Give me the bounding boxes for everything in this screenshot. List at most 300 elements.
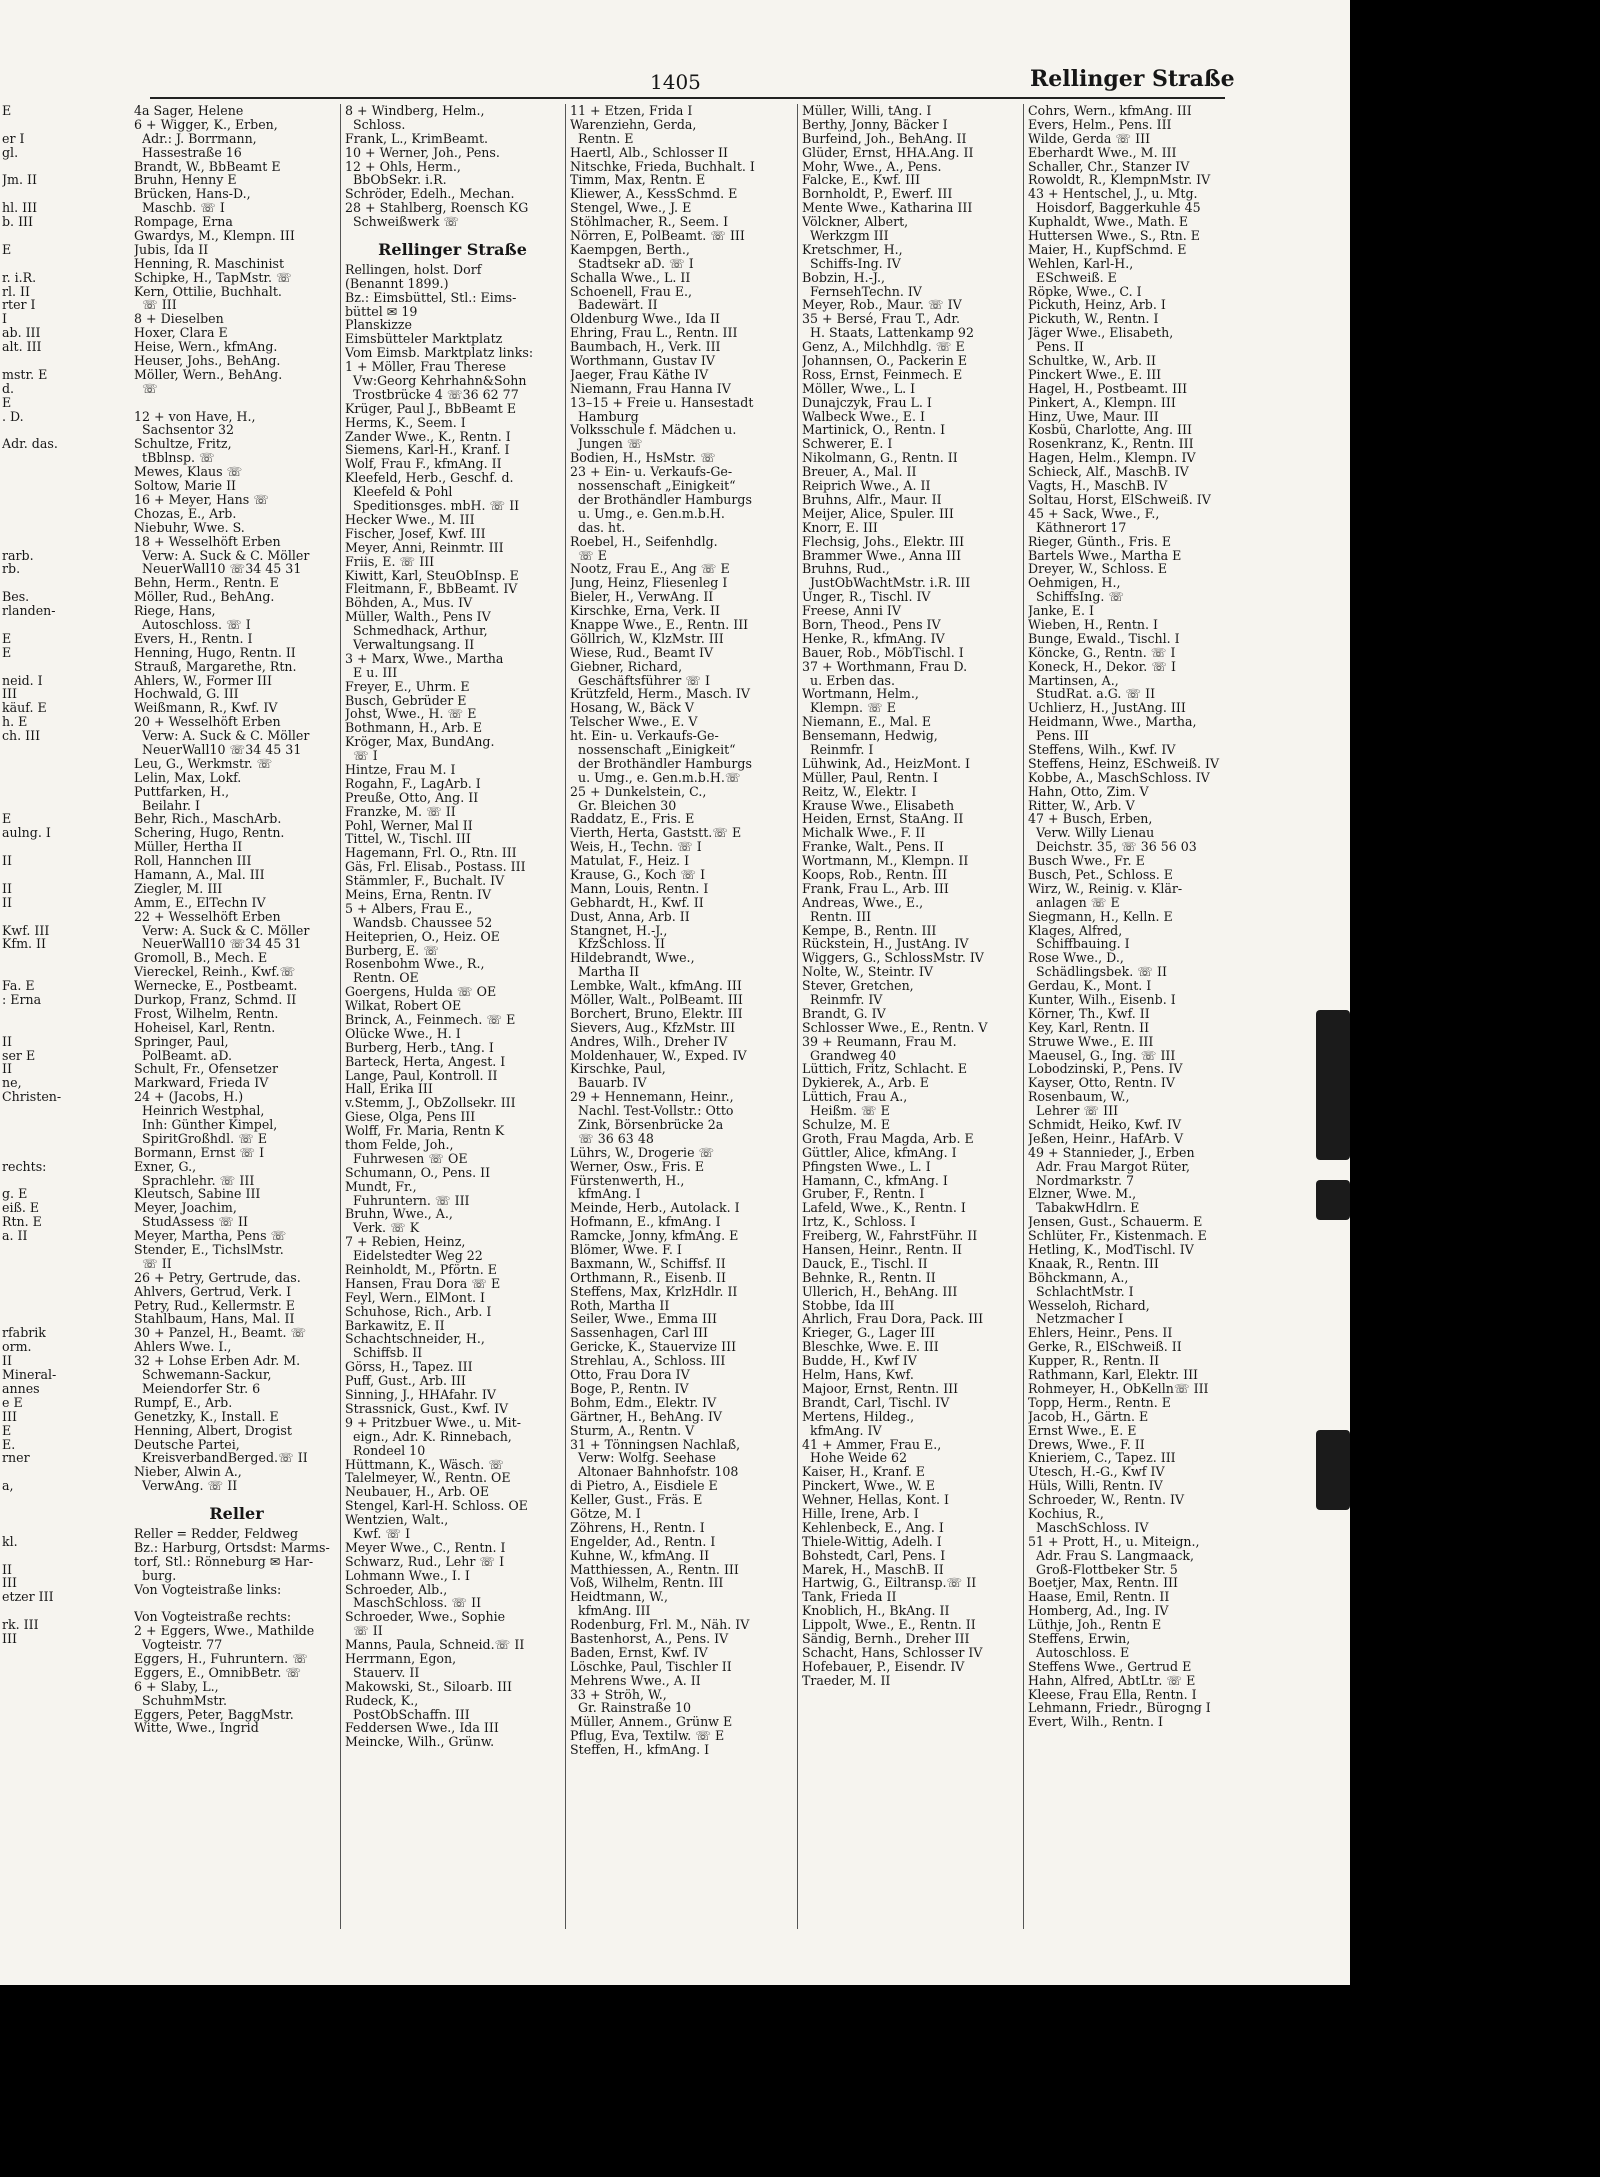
directory-entry-line: Fuhruntern. ☏ III: [345, 1192, 470, 1208]
directory-entry-line: Schieck, Alf., MaschB. IV: [1028, 464, 1189, 480]
directory-entry-line: Hansen, Heinr., Rentn. II: [802, 1242, 963, 1258]
directory-entry-line: Majoor, Ernst, Rentn. III: [802, 1380, 959, 1396]
directory-entry-line: NeuerWall10 ☏34 45 31: [134, 561, 302, 577]
directory-entry-line: Pinkert, A., Klempn. III: [1028, 394, 1176, 410]
directory-entry-line: Barkawitz, E. II: [345, 1317, 445, 1333]
directory-entry-line: Andreas, Wwe., E.,: [802, 894, 924, 910]
directory-entry-line: Nordmarkstr. 7: [1028, 1172, 1134, 1188]
directory-entry-line: Inh: Günther Kimpel,: [134, 1117, 278, 1133]
directory-entry-line: Glüder, Ernst, HHA.Ang. II: [802, 144, 974, 160]
directory-entry-line: Reinmfr. IV: [802, 992, 883, 1007]
directory-entry-line: Lüttich, Fritz, Schlacht. E: [802, 1061, 968, 1077]
directory-entry-line: Schult, Fr., Ofensetzer: [134, 1061, 279, 1077]
directory-entry-line: Lüttich, Frau A.,: [802, 1089, 908, 1105]
directory-entry-line: Hagel, H., Postbeamt. III: [1028, 380, 1188, 396]
directory-entry-line: [2, 743, 140, 757]
directory-entry-line: Amm, E., ElTechn IV: [134, 894, 266, 910]
directory-entry-line: [2, 423, 140, 437]
directory-entry-line: Traeder, M. II: [802, 1672, 891, 1688]
directory-entry-line: Wirz, W., Reinig. v. Klär-: [1028, 880, 1183, 896]
directory-entry-line: u. Umg., e. Gen.m.b.H.: [570, 505, 725, 521]
header-rule: [150, 97, 1225, 99]
directory-entry-line: Evers, H., Rentn. I: [134, 630, 253, 646]
directory-entry-line: Kayser, Otto, Rentn. IV: [1028, 1075, 1175, 1091]
directory-entry-line: Kretschmer, H.,: [802, 241, 903, 257]
directory-entry-line: Lühwink, Ad., HeizMont. I: [802, 755, 971, 771]
directory-entry-line: Hoheisel, Karl, Rentn.: [134, 1019, 276, 1035]
directory-entry-line: Adr. Frau S. Langmaack,: [1028, 1547, 1195, 1563]
directory-entry-line: Schachtschneider, H.,: [345, 1331, 485, 1347]
directory-entry-line: kfmAng. IV: [802, 1422, 882, 1438]
directory-entry-line: Otto, Frau Dora IV: [570, 1367, 690, 1383]
directory-entry-line: Dykierek, A., Arb. E: [802, 1075, 929, 1091]
directory-entry-line: Reitz, W., Elektr. I: [802, 783, 917, 799]
directory-entry-line: FernsehTechn. IV: [802, 283, 922, 299]
directory-entry-line: 28 + Stahlberg, Roensch KG: [345, 200, 529, 216]
directory-entry-line: Rose Wwe., D.,: [1028, 950, 1124, 966]
directory-entry-line: Mineral-: [2, 1367, 57, 1383]
directory-entry-line: Schmidt, Heiko, Kwf. IV: [1028, 1117, 1182, 1133]
directory-entry-line: Schwemann-Sackur,: [134, 1367, 272, 1383]
directory-entry-line: [2, 868, 140, 882]
directory-entry-line: Busch, Gebrüder E: [345, 692, 467, 708]
directory-entry-line: Hassestraße 16: [134, 144, 242, 160]
directory-entry-line: Matthiessen, A., Rentn. III: [570, 1561, 739, 1577]
directory-entry-line: Engelder, Ad., Rentn. I: [570, 1533, 716, 1549]
directory-entry-line: Rumpf, E., Arb.: [134, 1394, 233, 1410]
directory-entry-line: Böhden, A., Mus. IV: [345, 595, 473, 611]
directory-entry-line: [2, 1604, 140, 1618]
directory-entry-line: käuf. E: [2, 700, 47, 716]
directory-entry-line: das. ht.: [570, 519, 626, 535]
directory-entry-line: Moldenhauer, W., Exped. IV: [570, 1047, 747, 1063]
directory-entry-line: Wilkat, Robert OE: [345, 998, 462, 1014]
directory-entry-line: r. i.R.: [2, 269, 37, 285]
directory-entry-line: Exner, G.,: [134, 1158, 197, 1174]
directory-entry-line: Gericke, K., Stauervize III: [570, 1339, 737, 1355]
directory-entry-line: Martinsen, A.,: [1028, 672, 1119, 688]
directory-entry-line: Henke, R., kfmAng. IV: [802, 630, 945, 646]
directory-entry-line: Steffens, Max, KrlzHdlr. II: [570, 1283, 738, 1299]
directory-entry-line: Blömer, Wwe. F. I: [570, 1242, 682, 1258]
directory-entry-line: Leu, G., Werkmstr. ☏: [134, 755, 273, 771]
directory-entry-line: ht. Ein- u. Verkaufs-Ge-: [570, 728, 719, 744]
directory-entry-line: Bruhns, Alfr., Maur. II: [802, 491, 942, 507]
directory-entry-line: Baxmann, W., Schiffsf. II: [570, 1255, 726, 1271]
directory-entry-line: Lüthje, Joh., Rentn E: [1028, 1617, 1162, 1633]
column-divider: [565, 104, 566, 1929]
directory-entry-line: Durkop, Franz, Schmd. II: [134, 992, 297, 1007]
directory-entry-line: Genetzky, K., Install. E: [134, 1408, 279, 1424]
directory-entry-line: 26 + Petry, Gertrude, das.: [134, 1269, 301, 1285]
directory-entry-line: rarb.: [2, 547, 34, 563]
directory-entry-line: Chozas, E., Arb.: [134, 505, 237, 521]
directory-entry-line: 8 + Windberg, Helm.,: [345, 104, 485, 118]
directory-entry-line: 18 + Wesselhöft Erben: [134, 533, 281, 549]
directory-entry-line: Gebhardt, H., Kwf. II: [570, 894, 704, 910]
directory-entry-line: rl. II: [2, 283, 31, 299]
directory-entry-line: Thiele-Wittig, Adelh. I: [802, 1533, 942, 1549]
directory-entry-line: Henning, R. Maschinist: [134, 255, 285, 271]
directory-entry-line: II: [2, 880, 12, 896]
directory-entry-line: Stengel, Karl-H. Schloss. OE: [345, 1498, 528, 1514]
directory-entry-line: 39 + Reumann, Frau M.: [802, 1033, 957, 1049]
directory-entry-line: Fuhrwesen ☏ OE: [345, 1150, 468, 1166]
directory-entry-line: Heidmann, Wwe., Martha,: [1028, 714, 1197, 730]
directory-entry-line: Müller, Annem., Grünw E: [570, 1714, 733, 1730]
directory-entry-line: Schipke, H., TapMstr. ☏: [134, 269, 292, 285]
directory-entry-line: Breuer, A., Mal. II: [802, 464, 917, 480]
directory-entry-line: Mann, Louis, Rentn. I: [570, 880, 709, 896]
directory-entry-line: Mundt, Fr.,: [345, 1178, 417, 1194]
directory-entry-line: Hetling, K., ModTischl. IV: [1028, 1242, 1194, 1258]
directory-entry-line: Lobodzinski, P., Pens. IV: [1028, 1061, 1183, 1077]
directory-entry-line: nossenschaft „Einigkeit“: [570, 741, 736, 757]
directory-entry-line: SpiritGroßhdl. ☏ E: [134, 1130, 268, 1146]
directory-entry-line: alt. III: [2, 339, 42, 355]
directory-entry-line: rter I: [2, 297, 36, 313]
directory-entry-line: Bruhns, Rud.,: [802, 561, 890, 577]
directory-entry-line: 11 + Etzen, Frida I: [570, 104, 693, 118]
directory-entry-line: PostObSchaffn. III: [345, 1706, 470, 1722]
directory-entry-line: [2, 576, 140, 590]
directory-entry-line: Ullerich, H., BehAng. III: [802, 1283, 958, 1299]
directory-entry-line: Hall, Erika III: [345, 1081, 433, 1097]
directory-entry-line: Nikolmann, G., Rentn. II: [802, 450, 958, 466]
directory-entry-line: Ehring, Frau L., Rentn. III: [570, 325, 738, 341]
directory-entry-line: E: [2, 630, 12, 646]
directory-entry-line: Rellingen, holst. Dorf: [345, 261, 482, 277]
street-heading: Rellinger Straße: [378, 239, 527, 259]
directory-entry-line: Lange, Paul, Kontroll. II: [345, 1067, 498, 1083]
directory-entry-line: Sievers, Aug., KfzMstr. III: [570, 1019, 736, 1035]
directory-entry-line: Homberg, Ad., Ing. IV: [1028, 1603, 1169, 1619]
directory-entry-line: PolBeamt. aD.: [134, 1047, 232, 1063]
directory-entry-line: SchiffsIng. ☏: [1028, 589, 1125, 605]
directory-entry-line: Pinckert, Wwe., W. E: [802, 1478, 935, 1494]
directory-entry-line: [2, 465, 140, 479]
directory-entry-line: Schalla Wwe., L. II: [570, 269, 691, 285]
directory-entry-line: rk. III: [2, 1617, 39, 1633]
directory-entry-line: Baumbach, H., Verk. III: [570, 339, 721, 355]
directory-entry-line: Hartwig, G., Eiltransp.☏ II: [802, 1575, 977, 1591]
directory-entry-line: Gerdau, K., Mont. I: [1028, 978, 1152, 994]
directory-entry-line: Hildebrandt, Wwe.,: [570, 950, 695, 966]
directory-entry-line: [2, 521, 140, 535]
directory-entry-line: E u. III: [345, 664, 398, 680]
directory-entry-line: Werkzgm III: [802, 228, 889, 244]
directory-entry-line: Rompage, Erna: [134, 214, 233, 230]
directory-entry-line: Rudeck, K.,: [345, 1692, 419, 1708]
directory-entry-line: Verw: A. Suck & C. Möller: [134, 547, 310, 563]
directory-entry-line: a,: [2, 1478, 14, 1494]
directory-entry-line: Kern, Ottilie, Buchhalt.: [134, 283, 282, 299]
directory-entry-line: Bz.: Harburg, Ortsdst: Marms-: [134, 1539, 330, 1555]
page-edge-mark: [1316, 1180, 1350, 1220]
directory-entry-line: Pens. II: [1028, 339, 1084, 355]
directory-entry-line: [2, 479, 140, 493]
directory-entry-line: Makowski, St., Siloarb. III: [345, 1678, 513, 1694]
directory-entry-line: 10 + Werner, Joh., Pens.: [345, 144, 500, 160]
directory-entry-line: BbObSekr. i.R.: [345, 172, 447, 188]
directory-entry-line: torf, Stl.: Rönneburg ✉ Har-: [134, 1553, 314, 1569]
directory-entry-line: Krause, G., Koch ☏ I: [570, 866, 706, 882]
directory-entry-line: ☏ II: [345, 1623, 383, 1639]
directory-entry-line: Schacht, Hans, Schlosser IV: [802, 1644, 983, 1660]
directory-entry-line: 13–15 + Freie u. Hansestadt: [570, 394, 754, 410]
directory-entry-line: Kleefeld, Herb., Geschf. d.: [345, 470, 514, 486]
directory-entry-line: Reller = Redder, Feldweg: [134, 1525, 299, 1541]
directory-entry-line: Burberg, E. ☏: [345, 942, 439, 958]
directory-entry-line: Orthmann, R., Eisenb. II: [570, 1269, 726, 1285]
directory-entry-line: [2, 1104, 140, 1118]
directory-entry-line: Timm, Max, Rentn. E: [570, 172, 706, 188]
directory-entry-line: 31 + Tönningsen Nachlaß,: [570, 1436, 741, 1452]
directory-entry-line: 9 + Pritzbuer Wwe., u. Mit-: [345, 1414, 521, 1430]
directory-entry-line: Boge, P., Rentn. IV: [570, 1380, 689, 1396]
directory-entry-line: Bleschke, Wwe. E. III: [802, 1339, 939, 1355]
directory-entry-line: ☏: [134, 380, 158, 396]
directory-entry-line: Walbeck Wwe., E. I: [802, 408, 925, 424]
directory-entry-line: nossenschaft „Einigkeit“: [570, 478, 736, 494]
directory-entry-line: Busch, Pet., Schloss. E: [1028, 866, 1173, 882]
directory-entry-line: Güttler, Alice, kfmAng. I: [802, 1144, 957, 1160]
directory-entry-line: Unger, R., Tischl. IV: [802, 589, 931, 605]
directory-entry-line: Evers, Helm., Pens. III: [1028, 116, 1172, 132]
directory-entry-line: Behr, Rich., MaschArb.: [134, 811, 282, 827]
directory-entry-line: E: [2, 394, 12, 410]
directory-entry-line: [2, 1549, 140, 1563]
directory-entry-line: rfabrik: [2, 1325, 46, 1341]
directory-entry-line: [2, 1507, 140, 1521]
directory-entry-line: Eberhardt Wwe., M. III: [1028, 144, 1177, 160]
directory-entry-line: ☏ 36 63 48: [570, 1130, 654, 1146]
directory-entry-line: Helm, Hans, Kwf.: [802, 1367, 914, 1383]
directory-entry-line: Goergens, Hulda ☏ OE: [345, 984, 497, 1000]
directory-entry-line: Körner, Th., Kwf. II: [1028, 1005, 1150, 1021]
directory-entry-line: Hüttmann, K., Wäsch. ☏: [345, 1456, 505, 1472]
directory-entry-line: 3 + Marx, Wwe., Martha: [345, 650, 504, 666]
directory-entry-line: Kaiser, H., Kranf. E: [802, 1464, 925, 1480]
directory-entry-line: g. E: [2, 1186, 28, 1202]
directory-entry-line: Burfeind, Joh., BehAng. II: [802, 130, 967, 146]
directory-entry-line: Hoisdorf, Baggerkuhle 45: [1028, 200, 1201, 216]
directory-entry-line: [2, 493, 140, 507]
directory-entry-line: Raddatz, E., Fris. E: [570, 811, 695, 827]
directory-entry-line: Freyer, E., Uhrm. E: [345, 678, 470, 694]
directory-entry-line: Zöhrens, H., Rentn. I: [570, 1519, 705, 1535]
directory-entry-line: Heißm. ☏ E: [802, 1103, 890, 1119]
directory-entry-line: Steffens, Erwin,: [1028, 1630, 1131, 1646]
directory-entry-line: Hochwald, G. III: [134, 686, 239, 702]
directory-entry-line: Neubauer, H., Arb. OE: [345, 1484, 490, 1500]
directory-entry-line: Jensen, Gust., Schauerm. E: [1028, 1214, 1203, 1230]
directory-entry-line: Reinholdt, M., Pförtn. E: [345, 1262, 497, 1278]
directory-entry-line: Pickuth, W., Rentn. I: [1028, 311, 1159, 327]
directory-entry-line: Gärtner, H., BehAng. IV: [570, 1408, 723, 1424]
directory-entry-line: [2, 1132, 140, 1146]
directory-entry-line: Friis, E. ☏ III: [345, 553, 435, 569]
directory-entry-line: Klages, Alfred,: [1028, 922, 1123, 938]
directory-entry-line: Wilde, Gerda ☏ III: [1028, 130, 1151, 146]
directory-entry-line: Wesseloh, Richard,: [1028, 1297, 1150, 1313]
directory-entry-line: Pens. III: [1028, 728, 1089, 744]
directory-entry-line: Tittel, W., Tischl. III: [345, 831, 471, 847]
directory-entry-line: Schultze, Fritz,: [134, 436, 232, 452]
directory-entry-line: Meinde, Herb., Autolack. I: [570, 1200, 740, 1216]
directory-entry-line: . D.: [2, 408, 24, 424]
directory-entry-line: Voß, Wilhelm, Rentn. III: [570, 1575, 724, 1591]
directory-entry-line: [2, 1146, 140, 1160]
directory-entry-line: Wolff, Fr. Maria, Rentn K: [345, 1123, 505, 1139]
directory-entry-line: Hansen, Frau Dora ☏ E: [345, 1275, 501, 1291]
directory-entry-line: Kehlenbeck, E., Ang. I: [802, 1519, 944, 1535]
directory-entry-line: Soltau, Horst, ElSchweiß. IV: [1028, 491, 1211, 507]
directory-entry-line: Nootz, Frau E., Ang ☏ E: [570, 561, 730, 577]
directory-entry-line: Freiberg, W., FahrstFühr. II: [802, 1228, 978, 1244]
directory-entry-line: Bieler, H., VerwAng. II: [570, 589, 714, 605]
directory-entry-line: Pflug, Eva, Textilw. ☏ E: [570, 1728, 725, 1744]
directory-entry-line: Springer, Paul,: [134, 1033, 229, 1049]
directory-entry-line: Adr. das.: [2, 436, 58, 452]
directory-entry-line: Christen-: [2, 1089, 62, 1105]
directory-entry-line: Ross, Ernst, Feinmech. E: [802, 366, 963, 382]
directory-entry-line: Grandweg 40: [802, 1047, 897, 1063]
directory-entry-line: SchuhmMstr.: [134, 1692, 228, 1708]
column-divider: [340, 104, 341, 1929]
directory-entry-line: Von Vogteistraße links:: [134, 1581, 282, 1597]
directory-entry-line: Gerke, R., ElSchweiß. II: [1028, 1339, 1182, 1355]
directory-entry-line: Hamburg: [570, 408, 639, 424]
directory-entry-line: 23 + Ein- u. Verkaufs-Ge-: [570, 464, 733, 480]
directory-entry-line: Eggers, E., OmnibBetr. ☏: [134, 1664, 302, 1680]
directory-entry-line: Bauer, Rob., MöbTischl. I: [802, 644, 964, 660]
directory-entry-line: Lohmann Wwe., I. I: [345, 1567, 470, 1583]
directory-entry-line: ☏ E: [570, 547, 607, 563]
directory-entry-line: [2, 965, 140, 979]
directory-entry-line: Stahlbaum, Hans, Mal. II: [134, 1311, 295, 1327]
directory-entry-line: Rohmeyer, H., ObKelln☏ III: [1028, 1380, 1209, 1396]
directory-entry-line: Heise, Wern., kfmAng.: [134, 339, 278, 355]
directory-entry-line: er I: [2, 130, 25, 146]
directory-entry-line: Werner, Osw., Fris. E: [570, 1158, 705, 1174]
directory-entry-line: [2, 1299, 140, 1313]
directory-entry-line: III: [2, 1575, 17, 1591]
directory-entry-line: Koneck, H., Dekor. ☏ I: [1028, 658, 1177, 674]
directory-entry-line: Schaller, Chr., Stanzer IV: [1028, 158, 1190, 174]
directory-entry-line: Kochius, R.,: [1028, 1505, 1104, 1521]
directory-entry-line: Wentzien, Walt.,: [345, 1512, 449, 1528]
directory-entry-line: Stangnet, H.-J.,: [570, 922, 668, 938]
directory-entry-line: III: [2, 1408, 17, 1424]
directory-entry-line: 49 + Stannieder, J., Erben: [1028, 1144, 1195, 1160]
directory-entry-line: 7 + Rebien, Heinz,: [345, 1234, 466, 1250]
directory-entry-line: Götze, M. I: [570, 1505, 641, 1521]
directory-entry-line: Sachsentor 32: [134, 422, 235, 438]
directory-entry-line: h. E: [2, 714, 28, 730]
directory-entry-line: : Erna: [2, 992, 42, 1007]
directory-entry-line: 8 + Dieselben: [134, 311, 224, 327]
directory-entry-line: Baden, Ernst, Kwf. IV: [570, 1644, 708, 1660]
directory-entry-line: Schädlingsbek. ☏ II: [1028, 964, 1167, 980]
directory-entry-line: Rosenbaum, W.,: [1028, 1089, 1130, 1105]
directory-entry-line: 4a Sager, Helene: [134, 104, 244, 118]
directory-entry-line: Bohm, Edm., Elektr. IV: [570, 1394, 717, 1410]
directory-entry-line: Knaak, R., Rentn. III: [1028, 1255, 1159, 1271]
directory-entry-line: Ahrlich, Frau Dora, Pack. III: [802, 1311, 984, 1327]
page-number: 1405: [650, 70, 701, 94]
directory-entry-line: Vw:Georg Kehrhahn&Sohn: [345, 373, 527, 389]
directory-entry-line: Worthmann, Gustav IV: [570, 353, 715, 369]
directory-entry-line: Krieger, G., Lager III: [802, 1325, 936, 1341]
directory-entry-line: E: [2, 811, 12, 827]
directory-entry-line: Beilahr. I: [134, 797, 201, 813]
directory-entry-line: Fürstenwerth, H.,: [570, 1172, 685, 1188]
directory-entry-line: ch. III: [2, 728, 41, 744]
directory-entry-line: Wieben, H., Rentn. I: [1028, 616, 1159, 632]
directory-entry-line: Meyer, Anni, Reinmtr. III: [345, 539, 504, 555]
directory-entry-line: Gwardys, M., Klempn. III: [134, 228, 295, 244]
directory-entry-line: Roebel, H., Seifenhdlg.: [570, 533, 718, 549]
directory-entry-line: Lembke, Walt., kfmAng. III: [570, 978, 742, 994]
directory-entry-line: [2, 1243, 140, 1257]
directory-entry-line: eign., Adr. K. Rinnebach,: [345, 1428, 512, 1444]
directory-entry-line: Jacob, H., Gärtn. E: [1028, 1408, 1149, 1424]
directory-entry-line: Topp, Herm., Rentn. E: [1028, 1394, 1171, 1410]
directory-entry-line: Budde, H., Kwf IV: [802, 1353, 917, 1369]
directory-entry-line: Dreyer, W., Schloss. E: [1028, 561, 1168, 577]
directory-entry-line: Köncke, G., Rentn. ☏ I: [1028, 644, 1176, 660]
directory-entry-line: Burberg, Herb., tAng. I: [345, 1039, 494, 1055]
directory-entry-line: Lehmann, Friedr., Bürogng I: [1028, 1700, 1211, 1716]
directory-entry-line: Ritter, W., Arb. V: [1028, 797, 1135, 813]
directory-entry-line: Wiese, Rud., Beamt IV: [570, 644, 714, 660]
directory-entry-line: 2 + Eggers, Wwe., Mathilde: [134, 1623, 315, 1639]
directory-entry-line: Verw: A. Suck & C. Möller: [134, 728, 310, 744]
directory-entry-line: 51 + Prott, H., u. Miteign.,: [1028, 1533, 1200, 1549]
directory-entry-line: Schwerer, E. I: [802, 436, 893, 452]
directory-entry-line: Schiffsb. II: [345, 1345, 423, 1361]
directory-entry-line: 25 + Dunkelstein, C.,: [570, 783, 707, 799]
directory-entry-line: Nitschke, Frieda, Buchhalt. I: [570, 158, 755, 174]
directory-entry-line: ser E: [2, 1047, 36, 1063]
directory-entry-line: Sassenhagen, Carl III: [570, 1325, 708, 1341]
directory-entry-line: NeuerWall10 ☏34 45 31: [134, 741, 302, 757]
directory-entry-line: Bohstedt, Carl, Pens. I: [802, 1547, 946, 1563]
directory-entry-line: Hamann, C., kfmAng. I: [802, 1172, 948, 1188]
directory-entry-line: Drews, Wwe., F. II: [1028, 1436, 1145, 1452]
directory-entry-line: Badewärt. II: [570, 297, 658, 313]
directory-entry-line: Oldenburg Wwe., Ida II: [570, 311, 720, 327]
directory-entry-line: Behn, Herm., Rentn. E: [134, 575, 279, 591]
directory-entry-line: kfmAng. III: [570, 1603, 651, 1619]
directory-entry-line: [2, 771, 140, 785]
directory-entry-line: Stobbe, Ida III: [802, 1297, 895, 1313]
directory-entry-line: KreisverbandBerged.☏ II: [134, 1450, 308, 1466]
directory-entry-line: ne,: [2, 1075, 22, 1091]
directory-entry-line: Knappe Wwe., E., Rentn. III: [570, 616, 749, 632]
directory-entry-line: Verw: Wolfg. Seehase: [570, 1450, 716, 1466]
directory-entry-line: Ramcke, Jonny, kfmAng. E: [570, 1228, 739, 1244]
directory-entry-line: Verw: A. Suck & C. Möller: [134, 922, 310, 938]
directory-entry-line: [134, 1596, 339, 1610]
directory-entry-line: u. Umg., e. Gen.m.b.H.☏: [570, 769, 741, 785]
directory-entry-line: Jm. II: [2, 172, 37, 188]
directory-entry-line: Gäs, Frl. Elisab., Postass. III: [345, 859, 526, 875]
directory-entry-line: Meijer, Alice, Spuler. III: [802, 505, 954, 521]
directory-entry-line: Wortmann, M., Klempn. II: [802, 853, 969, 869]
directory-entry-line: Schwarz, Rud., Lehr ☏ I: [345, 1553, 505, 1569]
